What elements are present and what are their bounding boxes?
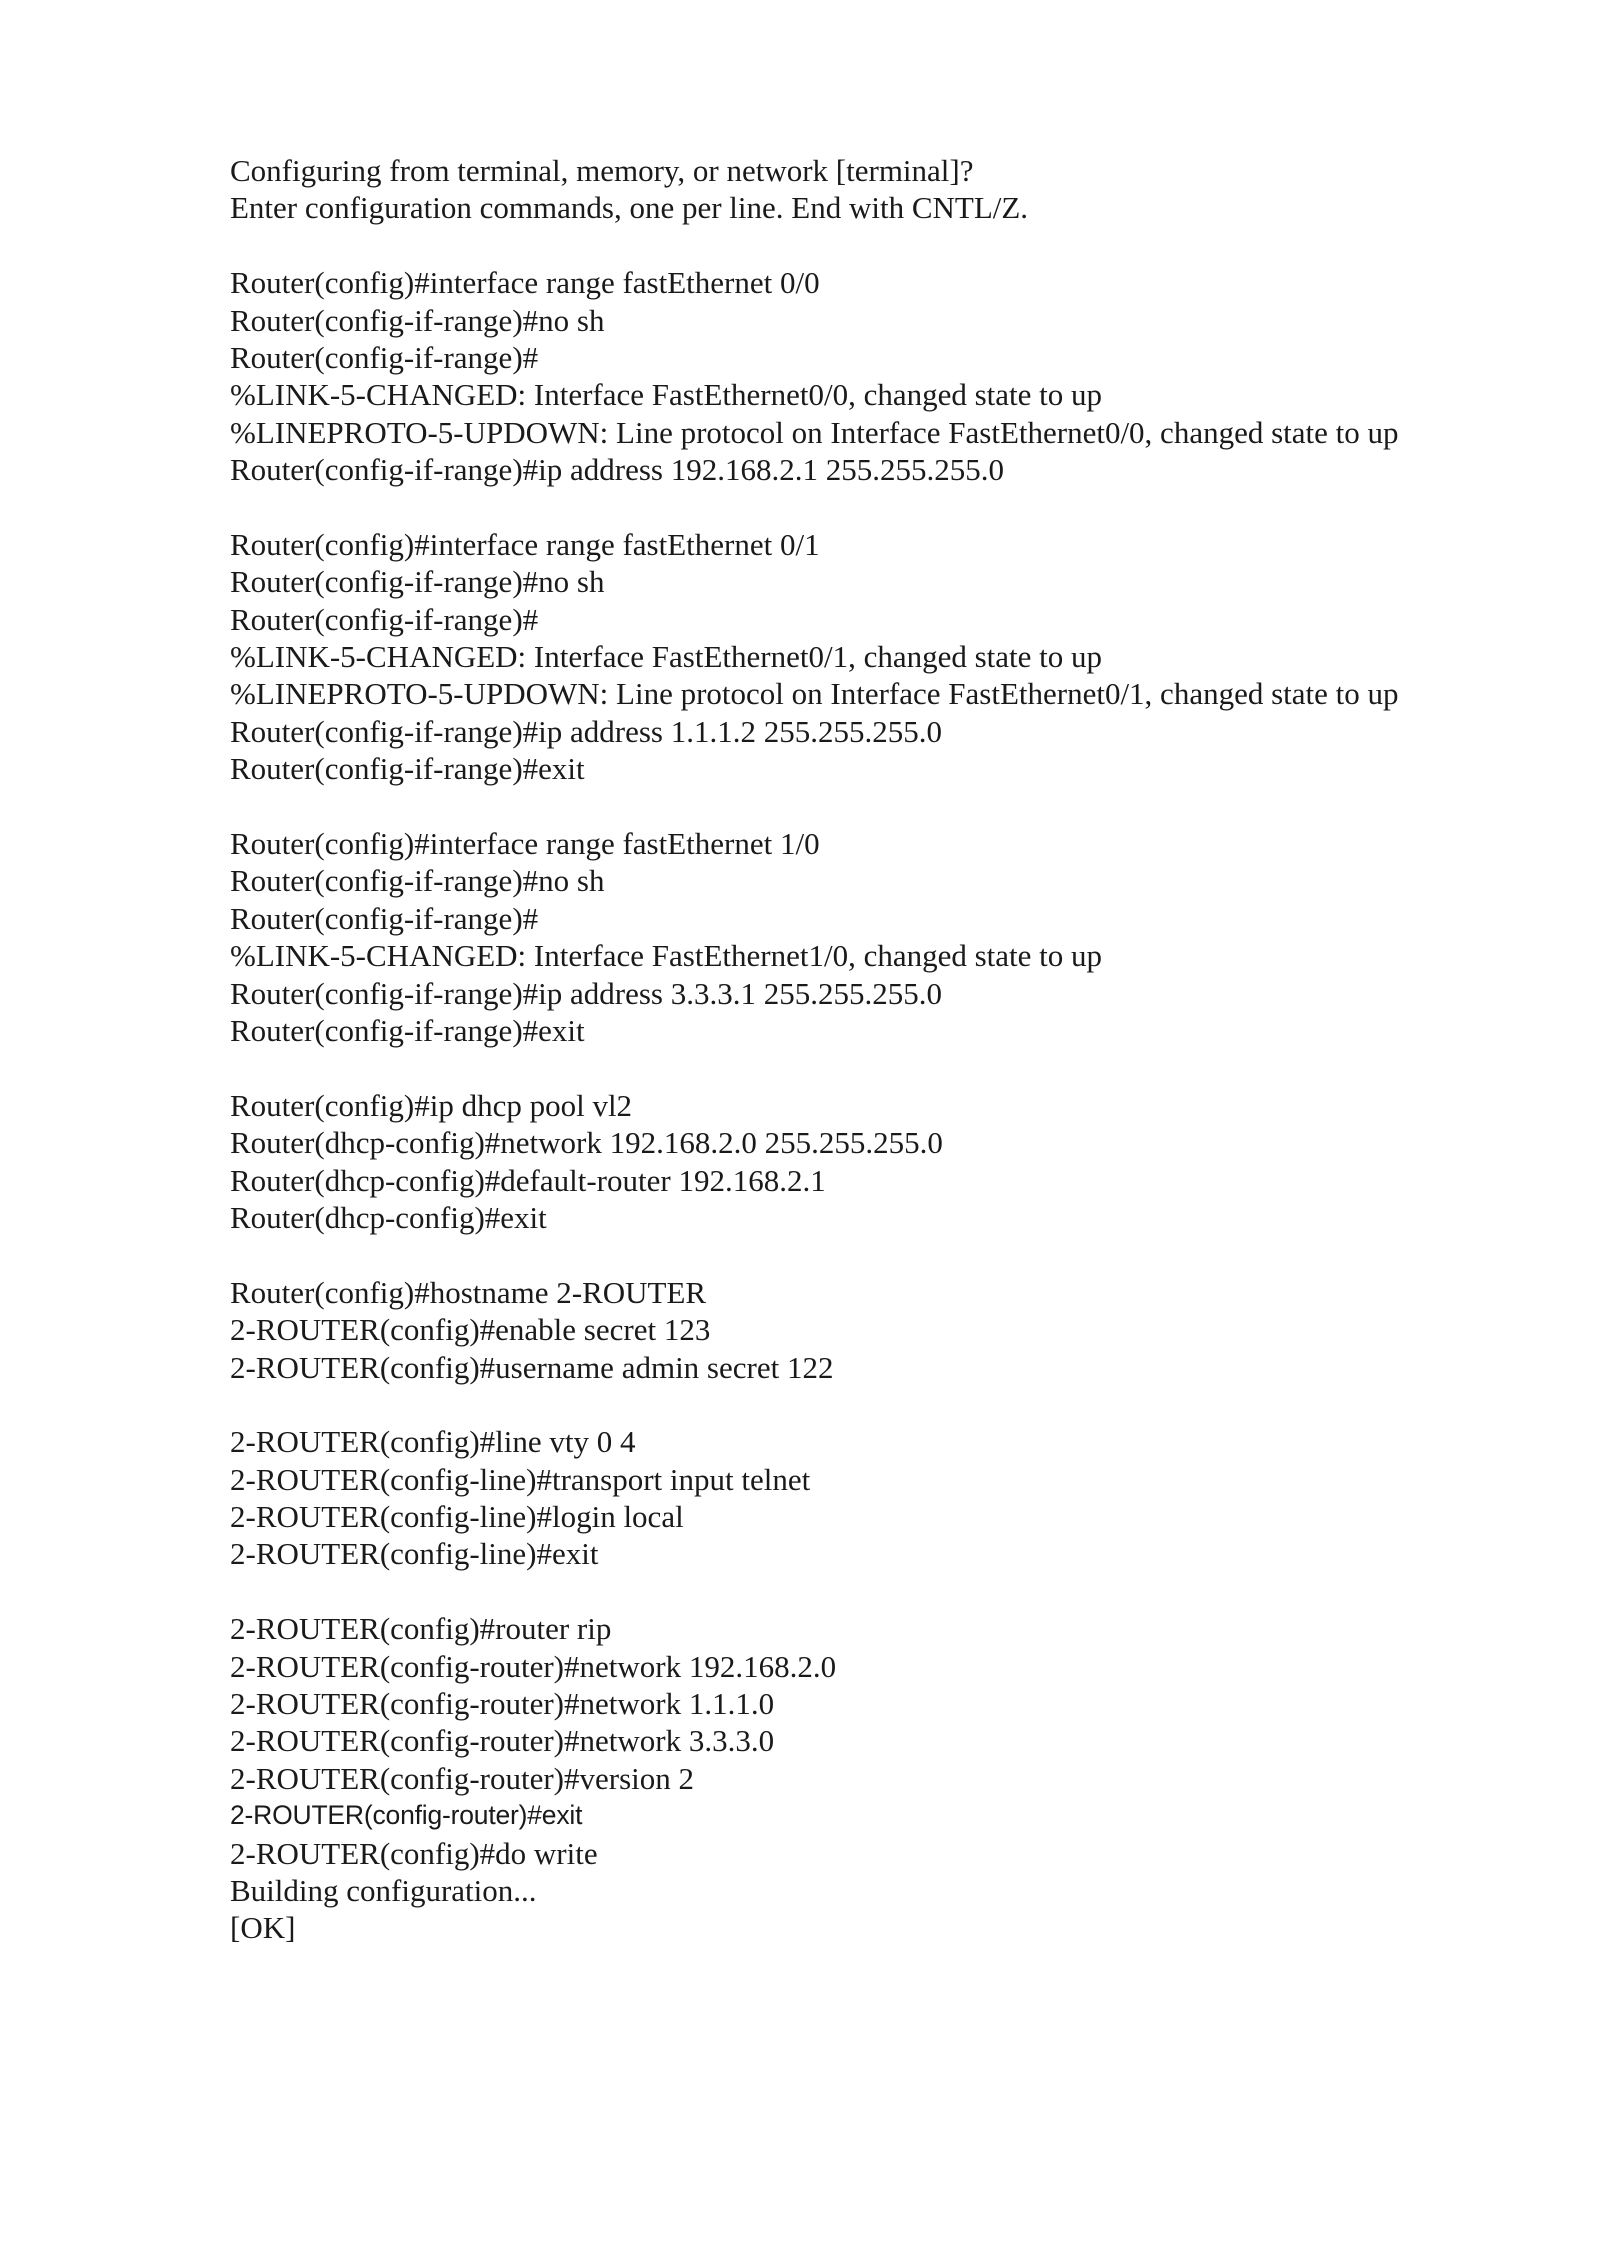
blank-line bbox=[230, 1573, 1570, 1610]
command-line: Router(config-if-range)#ip address 3.3.3.1 255.255.255.0 bbox=[230, 975, 942, 1011]
command-line: Router(config)#ip dhcp pool vl2 bbox=[230, 1087, 633, 1123]
command-line: 2-ROUTER(config)#username admin secret 122 bbox=[230, 1349, 834, 1385]
command-line: Router(config-if-range)#no sh bbox=[230, 564, 605, 600]
blank-line bbox=[230, 788, 1570, 825]
status-message-line: %LINEPROTO-5-UPDOWN: Line protocol on Interface FastEthernet0/0, changed state to up bbox=[230, 414, 1399, 450]
command-line: Router(config-if-range)#ip address 1.1.1.2 255.255.255.0 bbox=[230, 713, 942, 749]
status-message-line: %LINK-5-CHANGED: Interface FastEthernet1/0, changed state to up bbox=[230, 938, 1103, 974]
command-line: Router(config)#interface range fastEthernet 0/0 bbox=[230, 265, 820, 301]
command-line: Router(config)#hostname 2-ROUTER bbox=[230, 1274, 707, 1310]
command-line: Router(config-if-range)#no sh bbox=[230, 863, 605, 899]
command-line: 2-ROUTER(config-router)#network 1.1.1.0 bbox=[230, 1686, 775, 1722]
command-line: 2-ROUTER(config-line)#login local bbox=[230, 1499, 684, 1535]
text-line: Enter configuration commands, one per line. End with CNTL/Z. bbox=[230, 190, 1029, 226]
command-line: Router(config)#interface range fastEthernet 1/0 bbox=[230, 826, 820, 862]
command-line: Router(config-if-range)#exit bbox=[230, 1012, 585, 1048]
command-line: 2-ROUTER(config)#enable secret 123 bbox=[230, 1312, 711, 1348]
command-line: 2-ROUTER(config-router)#network 192.168.2.0 bbox=[230, 1648, 837, 1684]
text-line: Configuring from terminal, memory, or network [terminal]? bbox=[230, 153, 974, 188]
blank-line bbox=[230, 489, 1570, 526]
command-line: 2-ROUTER(config-router)#network 3.3.3.0 bbox=[230, 1723, 775, 1759]
command-line: 2-ROUTER(config)#line vty 0 4 bbox=[230, 1424, 636, 1460]
command-line: Router(dhcp-config)#default-router 192.168.2.1 bbox=[230, 1162, 826, 1198]
command-line: Router(dhcp-config)#exit bbox=[230, 1199, 547, 1235]
output-line: [OK] bbox=[230, 1910, 296, 1946]
command-line: Router(config-if-range)# bbox=[230, 601, 539, 637]
command-line: Router(config-if-range)# bbox=[230, 900, 539, 936]
command-line: Router(config-if-range)#exit bbox=[230, 751, 585, 787]
command-line: Router(config-if-range)#no sh bbox=[230, 302, 605, 338]
command-line: Router(config-if-range)#ip address 192.168.2.1 255.255.255.0 bbox=[230, 452, 1004, 488]
command-line: 2-ROUTER(config-line)#transport input telnet bbox=[230, 1461, 811, 1497]
blank-line bbox=[230, 227, 1570, 264]
command-line: 2-ROUTER(config-router)#version 2 bbox=[230, 1760, 695, 1796]
status-message-line: %LINK-5-CHANGED: Interface FastEthernet0/0, changed state to up bbox=[230, 377, 1103, 413]
blank-line bbox=[230, 1236, 1570, 1273]
output-line: Building configuration... bbox=[230, 1872, 537, 1908]
command-line: 2-ROUTER(config-line)#exit bbox=[230, 1536, 599, 1572]
document-page bbox=[230, 152, 1570, 1947]
blank-line bbox=[230, 1049, 1570, 1086]
command-line: Router(dhcp-config)#network 192.168.2.0 255.255.255.0 bbox=[230, 1125, 943, 1161]
command-line: 2-ROUTER(config)#do write bbox=[230, 1835, 598, 1871]
status-message-line: %LINK-5-CHANGED: Interface FastEthernet0/1, changed state to up bbox=[230, 639, 1103, 675]
command-line: Router(config-if-range)# bbox=[230, 339, 539, 375]
command-line-sans: 2-ROUTER(config-router)#exit bbox=[230, 1800, 583, 1831]
blank-line bbox=[230, 1386, 1570, 1423]
command-line: 2-ROUTER(config)#router rip bbox=[230, 1611, 612, 1647]
status-message-line: %LINEPROTO-5-UPDOWN: Line protocol on Interface FastEthernet0/1, changed state to up bbox=[230, 676, 1399, 712]
command-line: Router(config)#interface range fastEthernet 0/1 bbox=[230, 526, 820, 562]
